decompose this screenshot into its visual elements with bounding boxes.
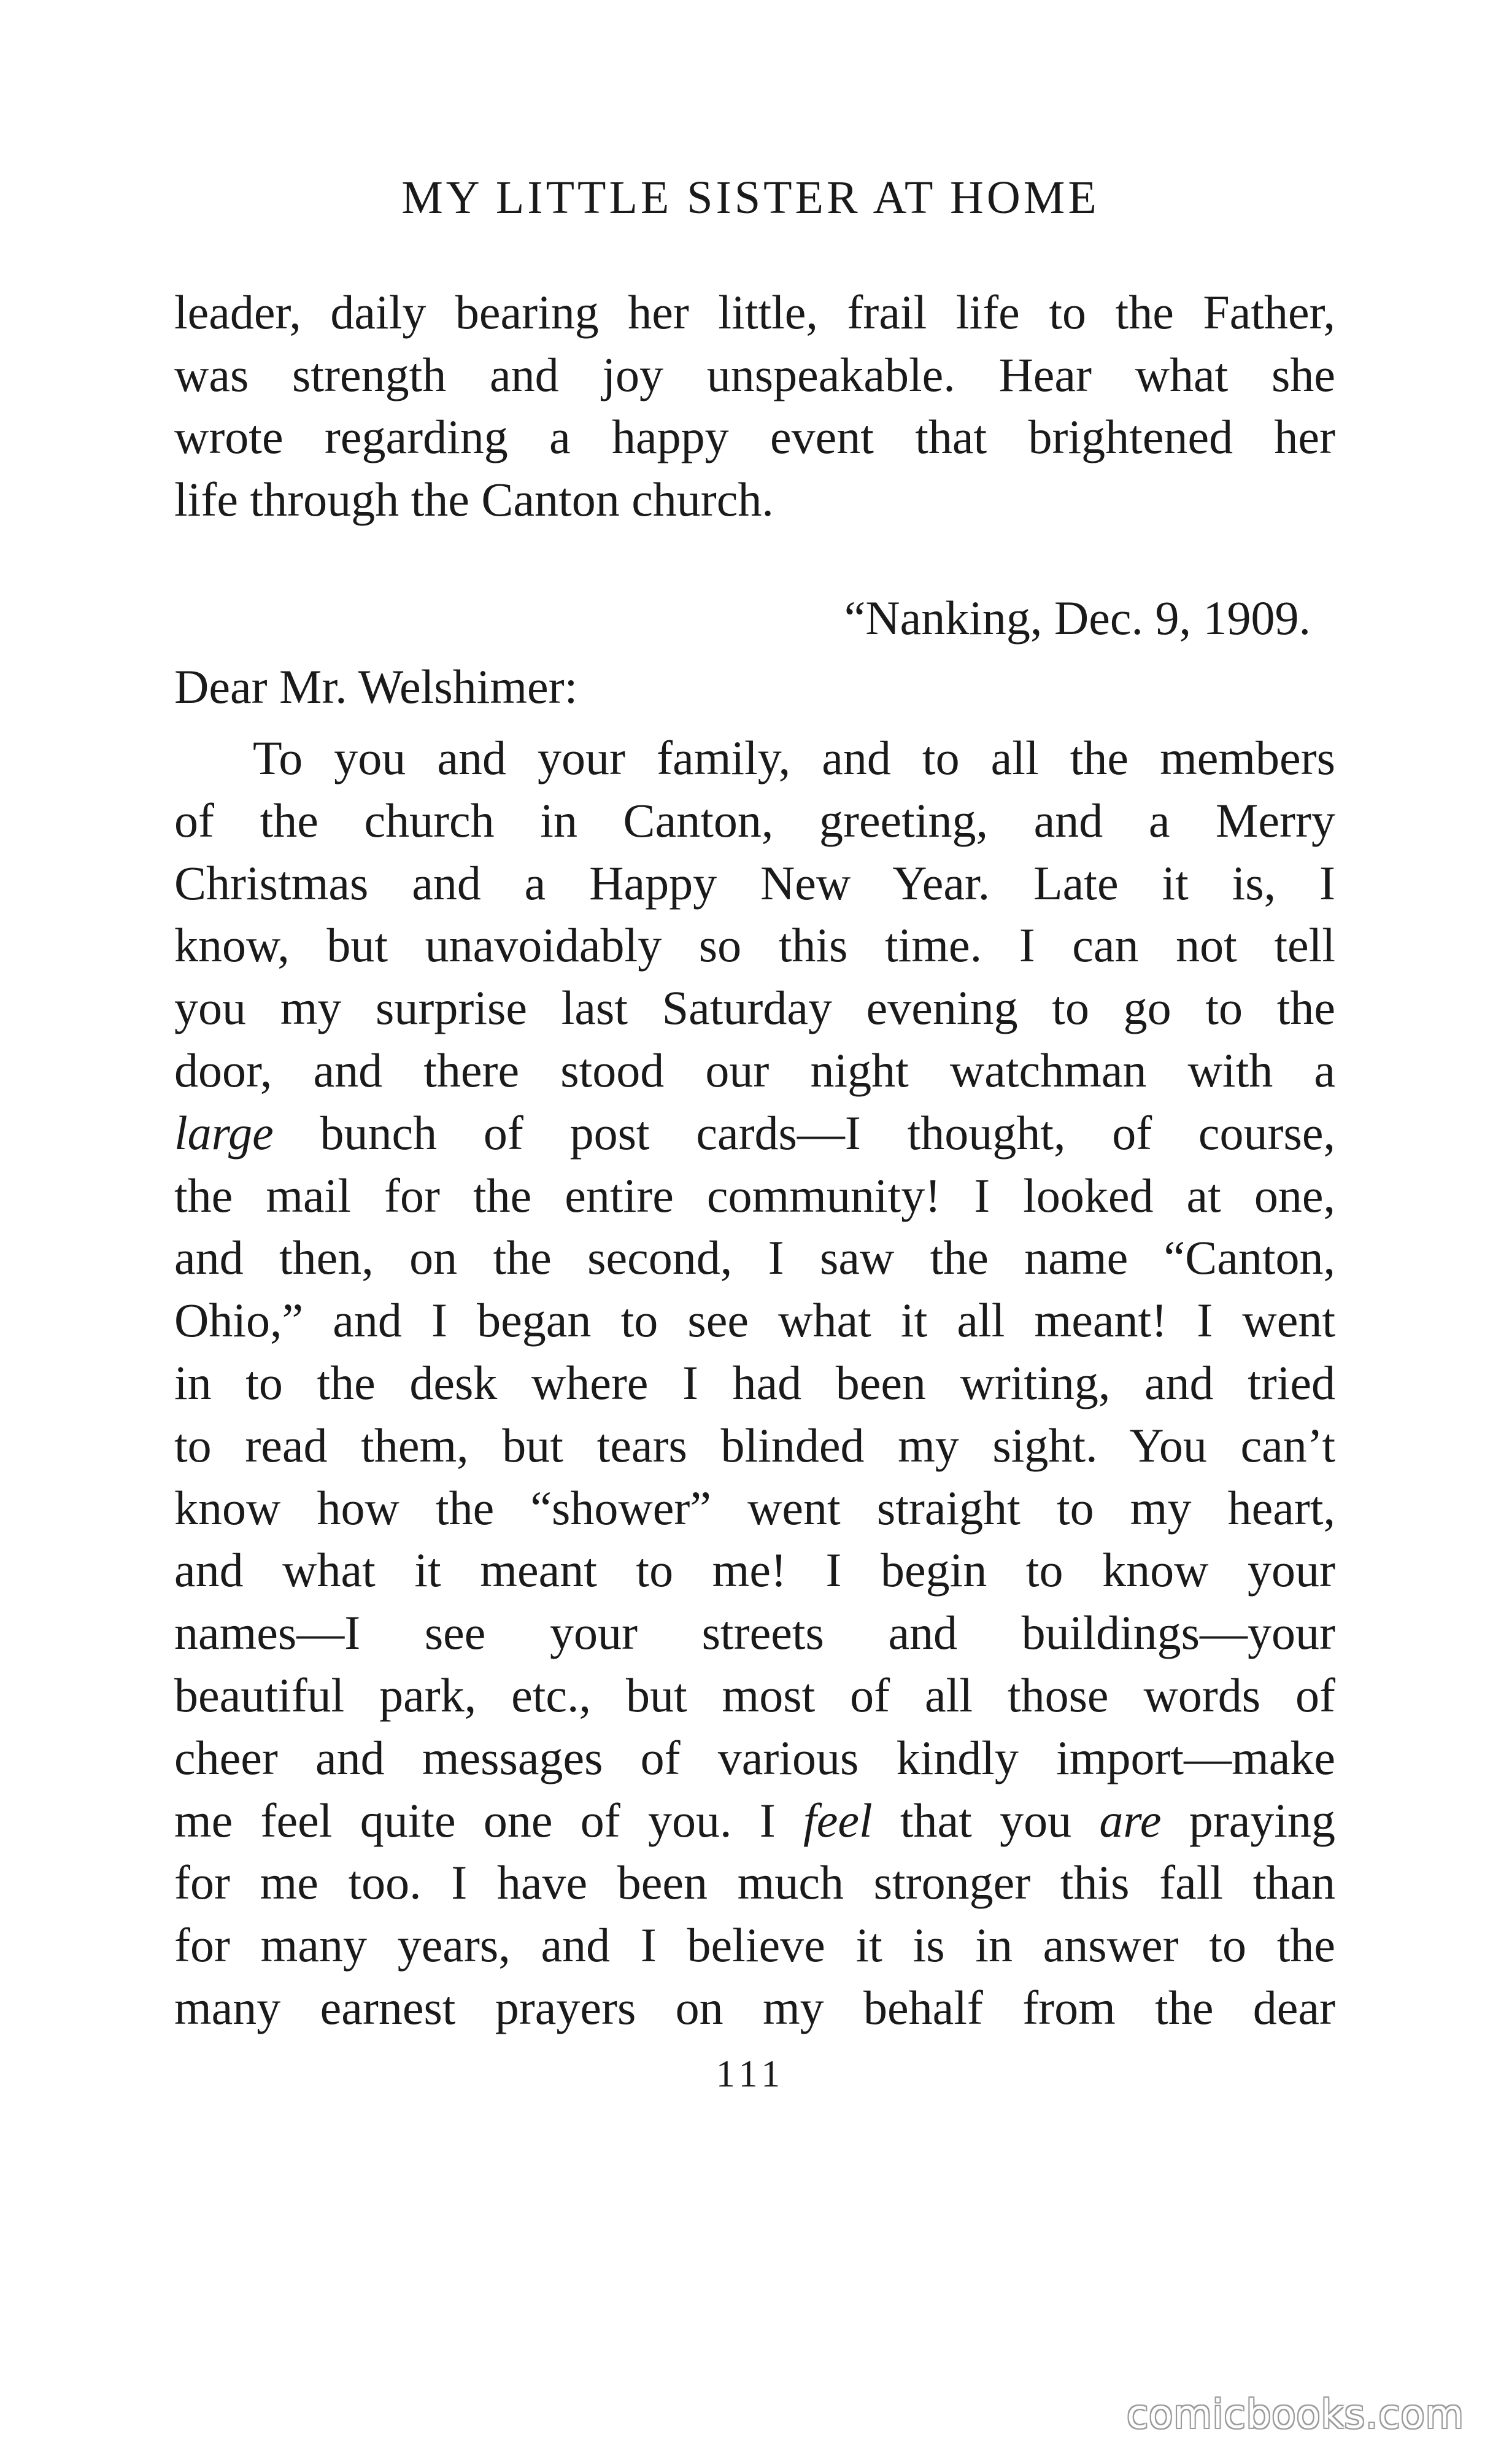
text-line (174, 1793, 1335, 1859)
text-line: of the church in Canton, greeting, and a Merry (174, 793, 1335, 847)
text-line: wrote regarding a happy event that brightened her (174, 410, 1335, 463)
text-line (174, 1106, 1335, 1172)
letter-salutation: Dear Mr. Welshimer: (174, 660, 578, 713)
italic-word: are (1099, 1793, 1162, 1847)
text-line: for me too. I have been much stronger this fall than (174, 1856, 1335, 1910)
page-number: 111 (716, 2053, 785, 2095)
text-line: cheer and messages of various kindly import—make (174, 1730, 1335, 1784)
line-part: praying (1161, 1793, 1335, 1847)
letter-dateline: “Nanking, Dec. 9, 1909. (844, 591, 1311, 645)
text-line: names—I see your streets and buildings—your (174, 1606, 1335, 1660)
running-head: MY LITTLE SISTER AT HOME (401, 172, 1100, 223)
text-line: many earnest prayers on my behalf from the dear (174, 1980, 1335, 2034)
italic-word: large (174, 1106, 274, 1160)
line-part: that you (872, 1793, 1100, 1847)
text-line: the mail for the entire community! I looked at one, (174, 1168, 1335, 1222)
letter (174, 591, 1335, 2047)
text-line: was strength and joy unspeakable. Hear what she (174, 347, 1335, 401)
intro-paragraph (174, 285, 1335, 538)
text-line: door, and there stood our night watchman with a (174, 1043, 1335, 1097)
text-line: beautiful park, etc., but most of all those words of (174, 1668, 1335, 1722)
text-line: life through the Canton church. (174, 472, 774, 526)
watermark: comicbooks.com (1126, 2392, 1464, 2438)
text-line: and what it meant to me! I begin to know your (174, 1543, 1335, 1597)
text-line: you my surprise last Saturday evening to go to the (174, 981, 1335, 1035)
text-line: know, but unavoidably so this time. I can not tell (174, 918, 1335, 972)
text-line: to read them, but tears blinded my sight. You can’t (174, 1418, 1335, 1472)
text-line: leader, daily bearing her little, frail life to the Father, (174, 285, 1335, 339)
line-part: me feel quite one of you. I (174, 1793, 804, 1847)
text-line: and then, on the second, I saw the name “Canton, (174, 1231, 1335, 1285)
italic-word: feel (803, 1793, 873, 1847)
text-line: Christmas and a Happy New Year. Late it is, I (174, 856, 1335, 910)
text-line: To you and your family, and to all the members (253, 731, 1335, 785)
line-rest: bunch of post cards—I thought, of course, (273, 1106, 1335, 1160)
text-line: in to the desk where I had been writing, and tried (174, 1355, 1335, 1409)
text-line: Ohio,” and I began to see what it all meant! I went (174, 1293, 1335, 1347)
text-line: for many years, and I believe it is in answer to the (174, 1918, 1335, 1972)
text-line: know how the “shower” went straight to my heart, (174, 1481, 1335, 1535)
